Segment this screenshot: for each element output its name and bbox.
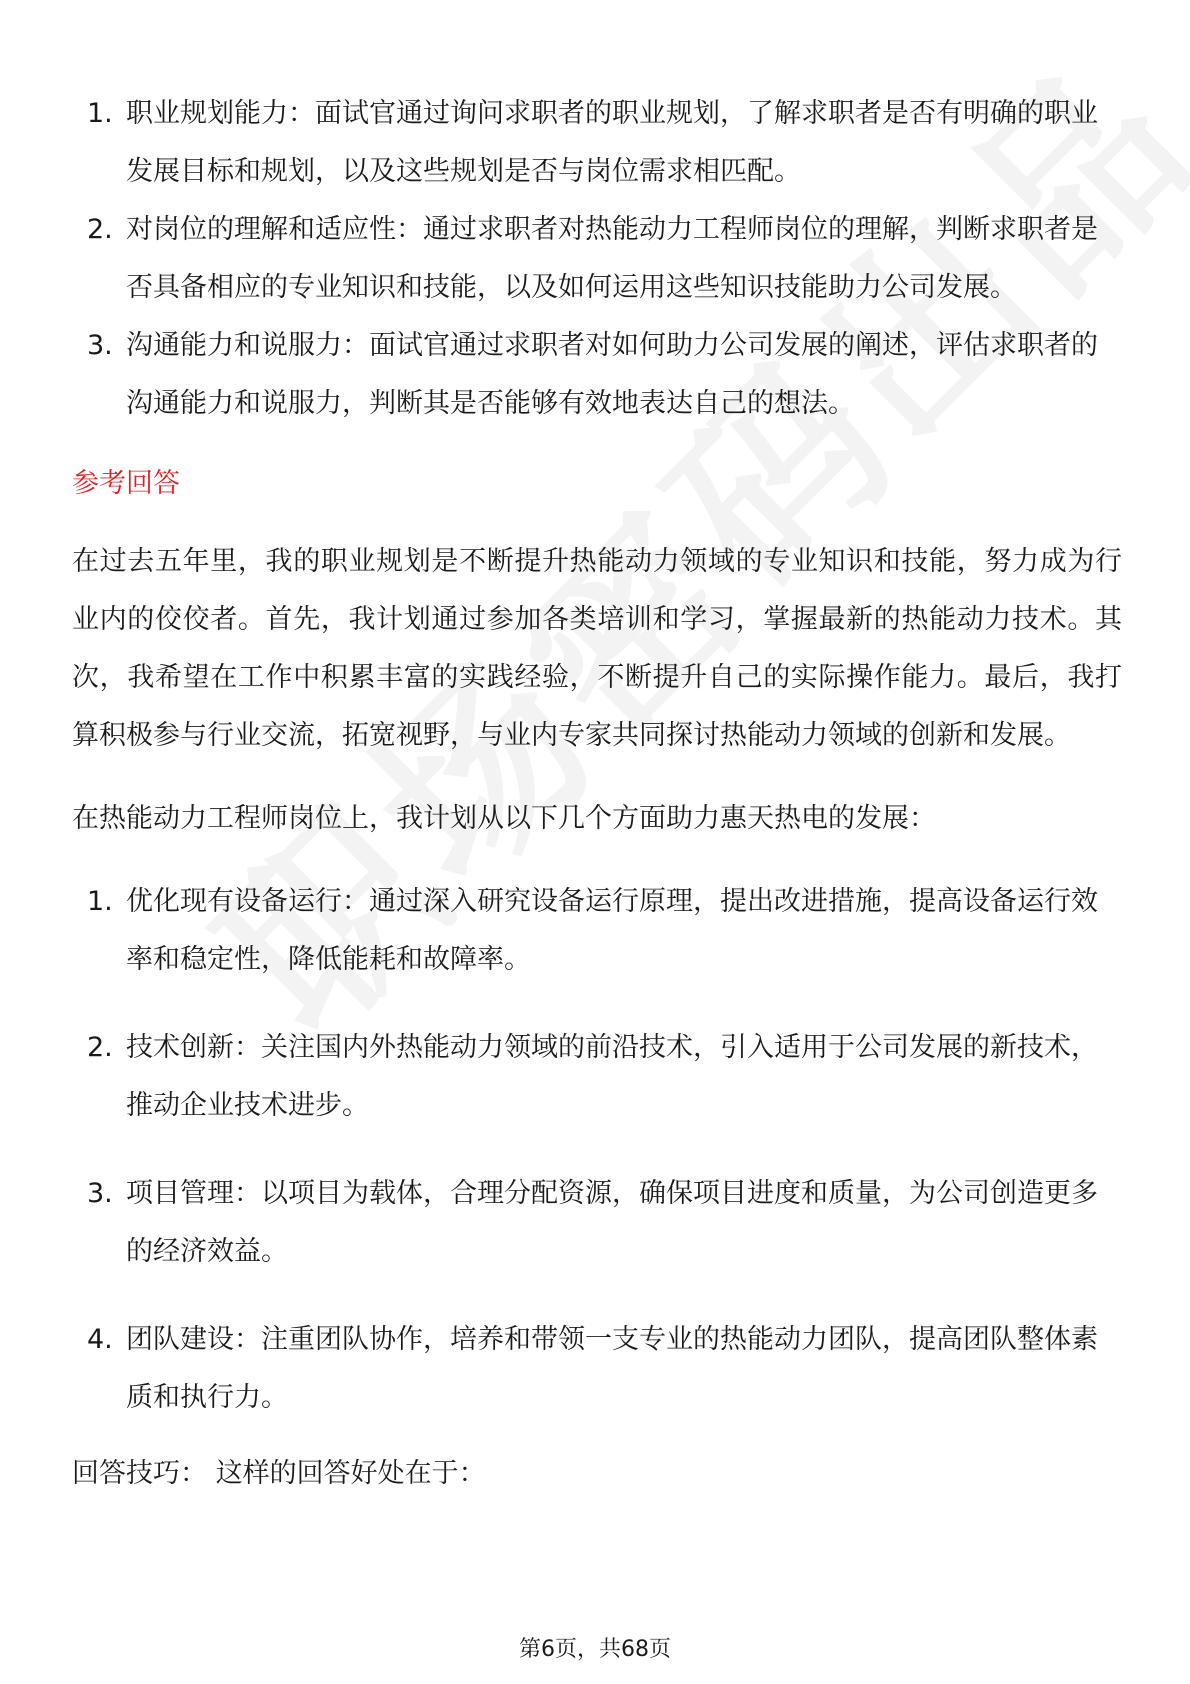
list-item-text: 对岗位的理解和适应性：通过求职者对热能动力工程师岗位的理解，判断求职者是否具备相应的专业知识和技能，以及如何运用这些知识技能助力公司发展。 — [126, 214, 1098, 303]
list-item-text: 沟通能力和说服力：面试官通过求职者对如何助力公司发展的阐述，评估求职者的沟通能力和说服力，判断其是否能够有效地表达自己的想法。 — [126, 330, 1098, 419]
list-item-text: 团队建设：注重团队协作，培养和带领一支专业的热能动力团队，提高团队整体素质和执行力。 — [126, 1324, 1098, 1413]
list-item — [72, 317, 1122, 433]
list-item-text: 技术创新：关注国内外热能动力领域的前沿技术，引入适用于公司发展的新技术，推动企业技术进步。 — [126, 1032, 1098, 1121]
list-item — [72, 201, 1122, 317]
answer-tip: 回答技巧： 这样的回答好处在于： — [72, 1458, 486, 1489]
list-number: 3. — [87, 330, 113, 361]
list-number: 2. — [87, 214, 113, 245]
document-body — [72, 85, 1122, 1503]
list-item — [72, 1165, 1122, 1281]
list-item — [72, 1311, 1122, 1427]
list-item — [72, 1019, 1122, 1135]
list-item — [72, 85, 1122, 201]
page-number: 第6页，共68页 — [519, 1637, 671, 1662]
list-number: 2. — [87, 1032, 113, 1063]
list-number: 3. — [87, 1178, 113, 1209]
answer-paragraph: 在热能动力工程师岗位上，我计划从以下几个方面助力惠天热电的发展： — [72, 803, 936, 834]
intro-list — [72, 85, 1122, 433]
section-title: 参考回答 — [72, 468, 180, 499]
answer-paragraph: 在过去五年里，我的职业规划是不断提升热能动力领域的专业知识和技能，努力成为行业内的佼佼者。首先，我计划通过参加各类培训和学习，掌握最新的热能动力技术。其次，我希望在工作中积累丰富的实践经验，不断提升自己的实际操作能力。最后，我打算积极参与行业交流，拓宽视野，与业内专家共同探讨热能动力领域的创新和发展。 — [72, 546, 1122, 751]
list-item-text: 优化现有设备运行：通过深入研究设备运行原理，提出改进措施，提高设备运行效率和稳定性，降低能耗和故障率。 — [126, 886, 1098, 975]
list-number: 4. — [87, 1324, 113, 1355]
list-item-text: 项目管理：以项目为载体，合理分配资源，确保项目进度和质量，为公司创造更多的经济效益。 — [126, 1178, 1098, 1267]
list-number: 1. — [87, 98, 113, 129]
answer-list — [72, 873, 1122, 1427]
list-number: 1. — [87, 886, 113, 917]
list-item-text: 职业规划能力：面试官通过询问求职者的职业规划，了解求职者是否有明确的职业发展目标和规划，以及这些规划是否与岗位需求相匹配。 — [126, 98, 1098, 187]
list-item — [72, 873, 1122, 989]
